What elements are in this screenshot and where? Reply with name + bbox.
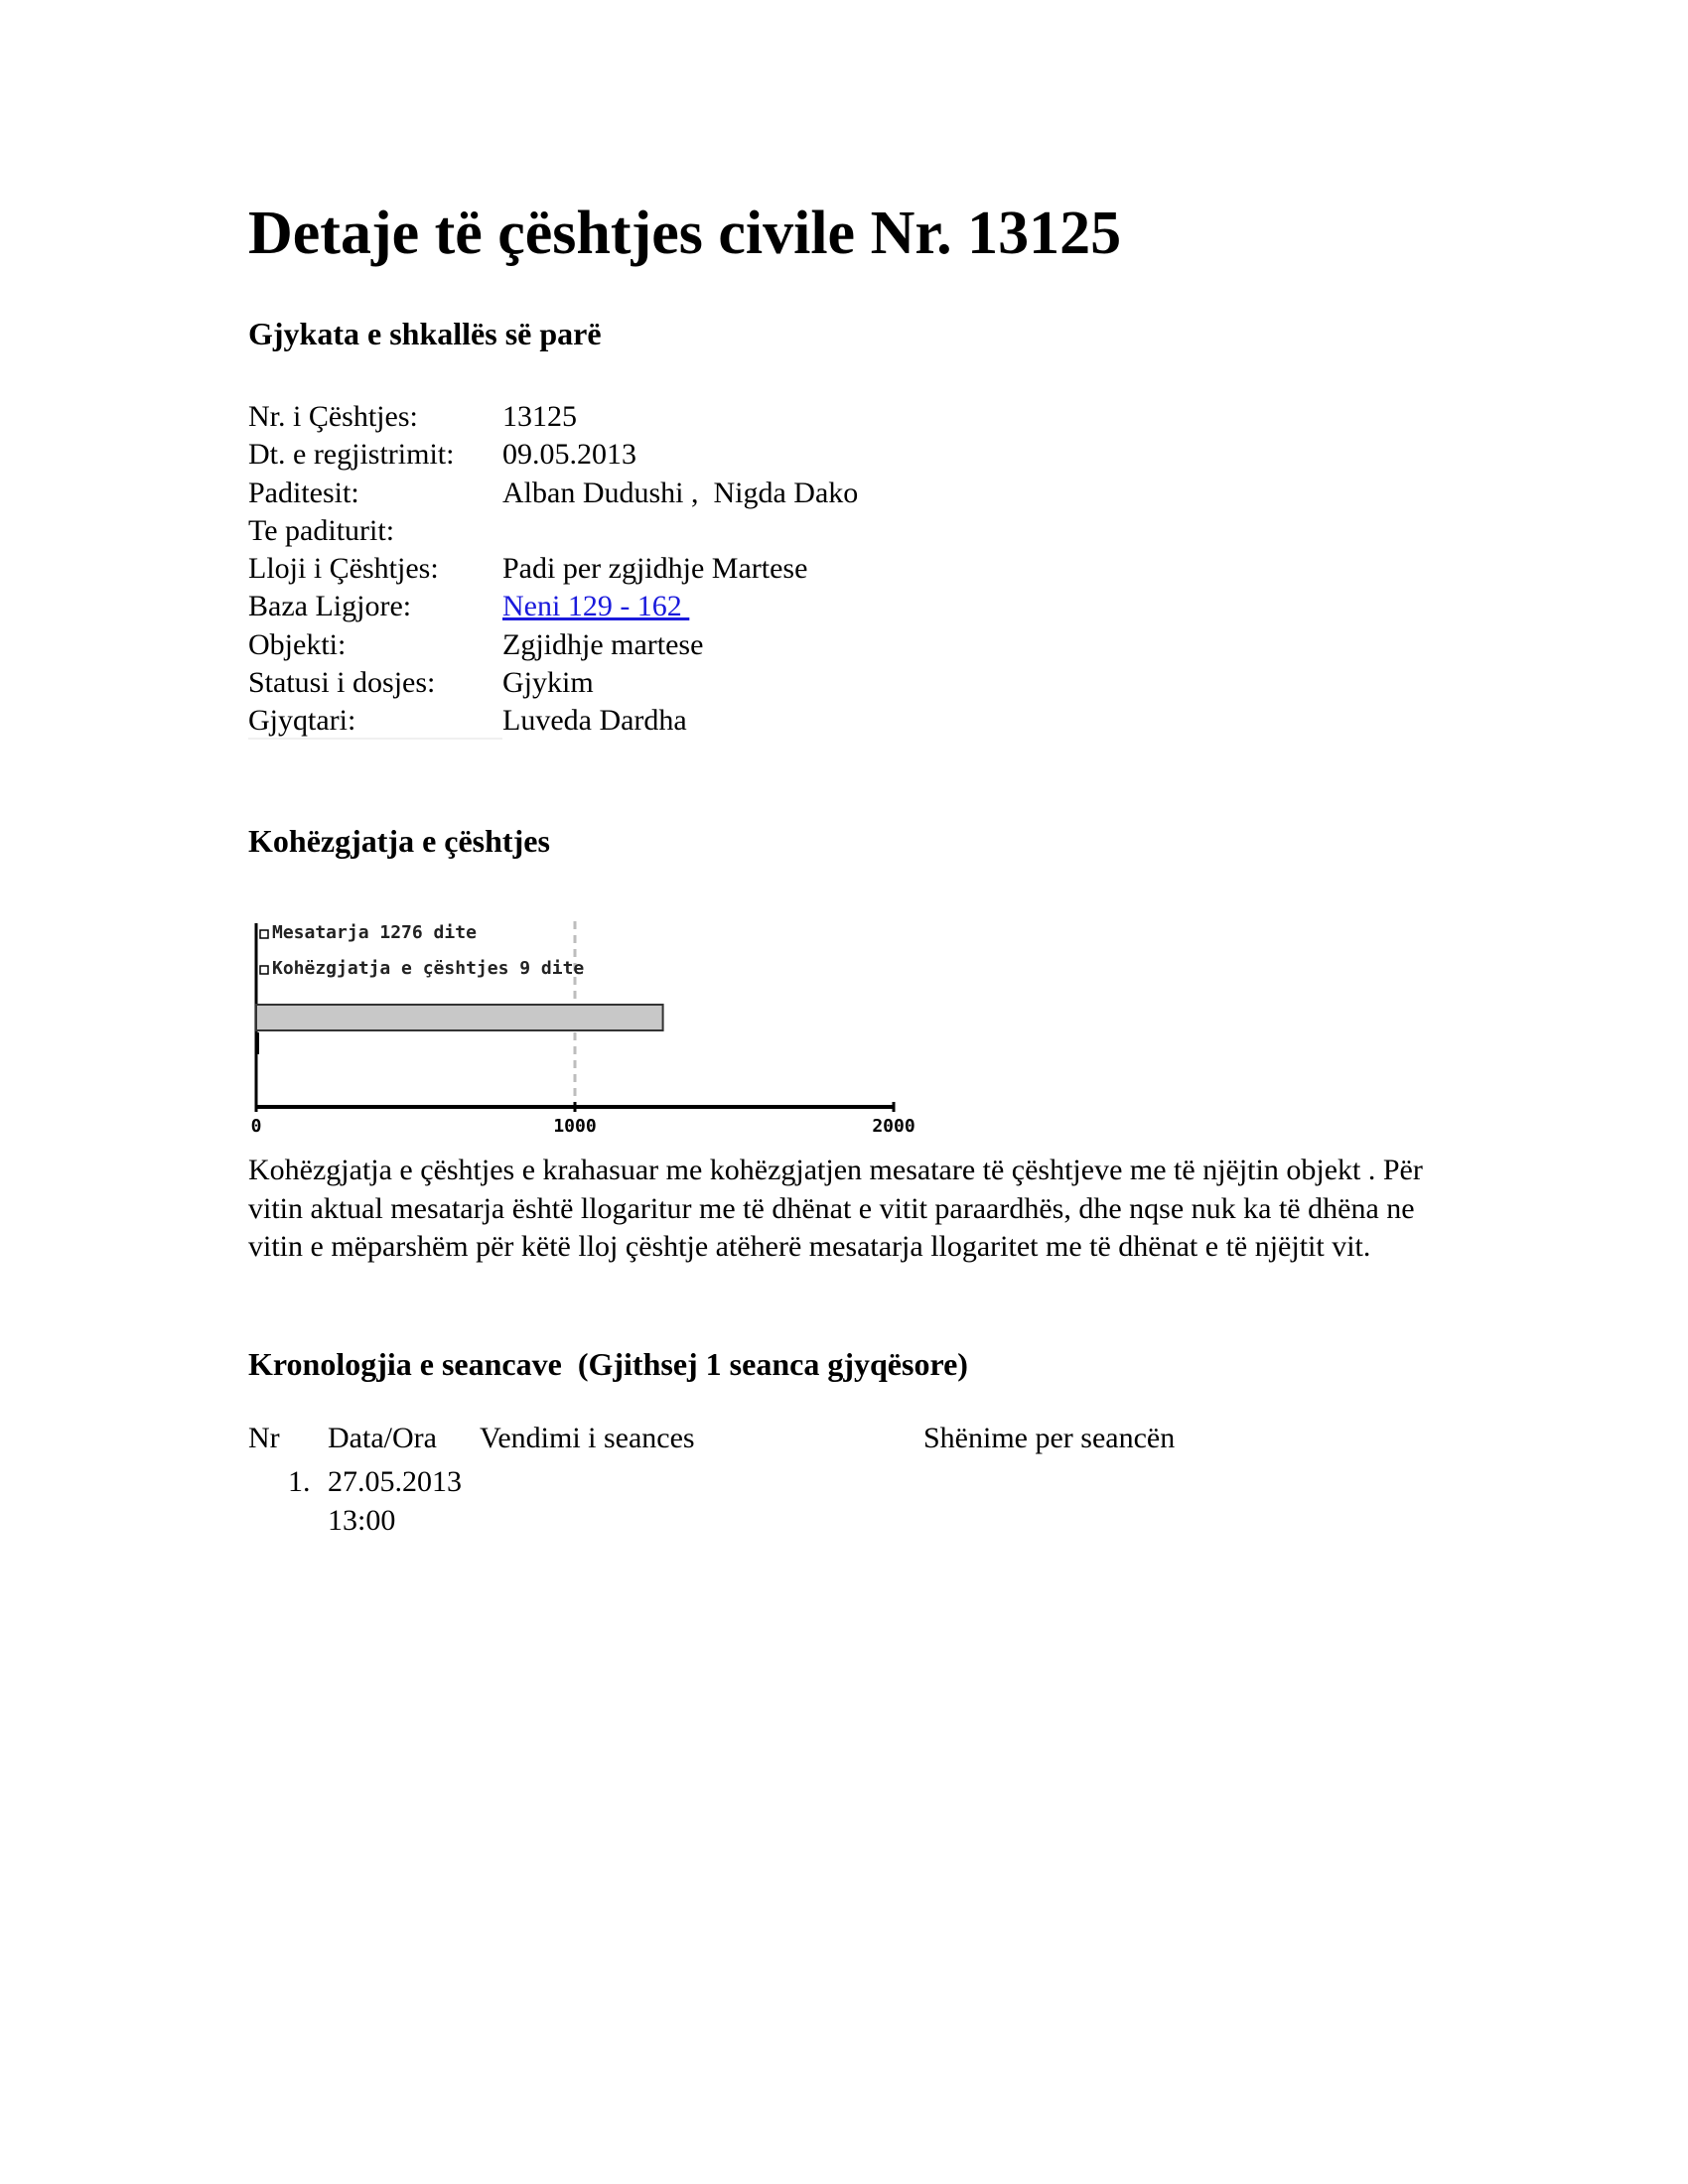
detail-row-judge — [248, 702, 858, 740]
detail-label: Gjyqtari: — [248, 702, 502, 740]
column-header-notes: Shënime per seancën — [923, 1422, 1176, 1454]
case-details — [248, 398, 858, 741]
column-header-nr: Nr — [248, 1422, 280, 1454]
page-title: Detaje të çështjes civile Nr. 13125 — [248, 200, 1122, 267]
column-header-decision: Vendimi i seances — [480, 1422, 695, 1454]
detail-label: Te paditurit: — [248, 513, 395, 547]
legend-label: Kohëzgjatja e çështjes 9 dite — [272, 958, 585, 979]
detail-value: Zgjidhje martese — [502, 627, 704, 661]
detail-value: 09.05.2013 — [502, 438, 636, 472]
detail-label: Objekti: — [248, 627, 347, 661]
sessions-table-header — [248, 1422, 1440, 1461]
detail-label: Lloji i Çështjes: — [248, 552, 439, 586]
session-date: 27.05.2013 — [328, 1465, 462, 1498]
x-tick-label: 2000 — [872, 1116, 915, 1137]
sessions-heading: Kronologjia e seancave (Gjithsej 1 seanca gjyqësore) — [248, 1346, 968, 1382]
column-header-date: Data/Ora — [328, 1422, 437, 1454]
detail-value: Padi per zgjidhje Martese — [502, 552, 808, 586]
detail-label: Statusi i dosjes: — [248, 666, 436, 700]
session-time: 13:00 — [328, 1503, 396, 1537]
detail-value: Alban Dudushi , Nigda Dako — [502, 476, 859, 509]
detail-row-registration-date — [248, 436, 858, 474]
detail-label: Dt. e regjistrimit: — [248, 438, 455, 472]
detail-label: Paditesit: — [248, 476, 359, 509]
court-heading: Gjykata e shkallës së parë — [248, 316, 602, 351]
detail-value: Gjykim — [502, 666, 594, 700]
duration-chart — [248, 913, 943, 1161]
detail-value: Luveda Dardha — [502, 704, 687, 738]
detail-row-plaintiffs — [248, 475, 858, 512]
duration-description: Kohëzgjatja e çështjes e krahasuar me kohëzgjatjen mesatare të çështjeve me të njëjtin objekt . Për vitin aktual mesatarja është llogaritur me të dhënat e vitit paraardhës, dhe nqse nuk ka të dhëna ne vitin e mëparshëm për këtë lloj çështje atëherë mesatarja llogaritet me të dhënat e të njëjtit vit. — [248, 1154, 1423, 1263]
x-tick-label: 1000 — [553, 1116, 597, 1137]
legend-marker — [260, 930, 268, 938]
legal-basis-link[interactable]: Neni 129 - 162 — [502, 590, 690, 623]
legend-marker — [260, 966, 268, 974]
x-tick-label: 0 — [250, 1116, 262, 1137]
table-row — [248, 1463, 1440, 1543]
detail-row-file-status — [248, 664, 858, 702]
bar-case-duration — [256, 1032, 259, 1054]
detail-row-defendants — [248, 512, 858, 550]
detail-row-case-type — [248, 550, 858, 588]
detail-label: Nr. i Çështjes: — [248, 400, 418, 433]
duration-heading: Kohëzgjatja e çështjes — [248, 823, 550, 859]
bar-average — [256, 1005, 663, 1030]
legend-label: Mesatarja 1276 dite — [272, 922, 477, 943]
detail-row-case-number — [248, 398, 858, 436]
detail-row-legal-basis — [248, 588, 858, 625]
detail-value: 13125 — [502, 400, 577, 433]
session-nr: 1. — [288, 1465, 311, 1498]
detail-label: Baza Ligjore: — [248, 590, 412, 623]
detail-row-object — [248, 626, 858, 664]
